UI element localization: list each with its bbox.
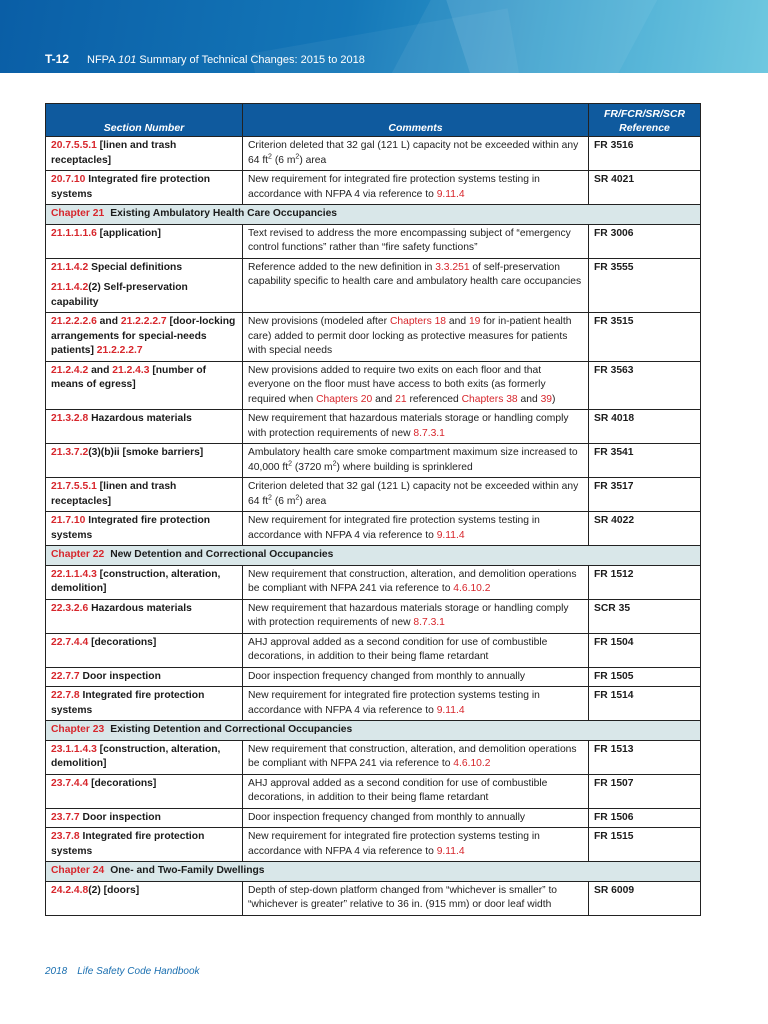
section-number-cell <box>46 828 243 862</box>
comment-cell <box>243 774 589 808</box>
section-text: [door-locking arrangements for special-needs patients] <box>51 316 236 356</box>
reference-cell: SR 4022 <box>589 512 701 546</box>
section-reference-link[interactable]: 24.2.4.8 <box>51 884 89 896</box>
comment-text: Text revised to address the more encompassing subject of “emergency control functions” rather than “fire safety functions” <box>248 227 571 253</box>
comment-text: of self-preservation capability specific to health care and ambulatory health care occupancies <box>248 261 582 287</box>
section-number-cell <box>46 258 243 313</box>
comment-reference-link[interactable]: 4.6.10.2 <box>453 758 491 769</box>
table-row <box>46 881 701 915</box>
section-text: [number of means of egress] <box>51 364 207 390</box>
section-reference-link[interactable]: 22.1.1.4.3 <box>51 568 97 580</box>
section-number-cell <box>46 361 243 410</box>
section-entry <box>51 743 237 772</box>
section-text: Integrated fire protection systems <box>51 831 205 857</box>
comment-text: New requirement that hazardous materials storage or handling comply with protection requirements of new <box>248 602 569 628</box>
section-reference-link[interactable]: 21.7.5.5.1 <box>51 481 97 492</box>
section-reference-link[interactable]: 23.7.4.4 <box>51 777 89 789</box>
header-comments: Comments <box>243 104 589 137</box>
comment-reference-link[interactable]: 8.7.3.1 <box>413 427 445 439</box>
comment-cell <box>243 410 589 444</box>
reference-cell: FR 1507 <box>589 774 701 808</box>
section-entry <box>51 568 237 597</box>
section-entry <box>51 636 237 651</box>
comment-text: ) where building is sprinklered <box>336 461 473 473</box>
section-reference-link[interactable]: 21.2.2.2.6 <box>51 316 97 327</box>
comment-cell <box>243 361 589 410</box>
section-number-cell <box>46 171 243 205</box>
section-number-cell <box>46 633 243 667</box>
section-reference-link[interactable]: 21.3.2.8 <box>51 413 89 424</box>
section-reference-link[interactable]: 22.3.2.6 <box>51 602 89 614</box>
section-number-cell <box>46 740 243 774</box>
section-reference-link[interactable]: 21.2.4.3 <box>112 364 150 376</box>
section-text: Hazardous materials <box>88 602 192 614</box>
section-number-cell <box>46 444 243 478</box>
section-number-cell <box>46 667 243 687</box>
comment-text: New requirement that hazardous materials storage or handling comply with protection requirements of new <box>248 413 569 439</box>
chapter-number: Chapter 22 <box>51 549 105 560</box>
table-row <box>46 828 701 862</box>
section-text: (2) Self-preservation capability <box>51 282 188 308</box>
comment-text: (6 m <box>271 154 296 166</box>
table-body <box>46 137 701 916</box>
section-entry <box>51 514 237 543</box>
comment-cell <box>243 740 589 774</box>
comment-cell <box>243 137 589 171</box>
comment-text: 2 <box>295 153 300 161</box>
chapter-number: Chapter 21 <box>51 208 105 219</box>
section-number-cell <box>46 774 243 808</box>
section-reference-link[interactable]: 21.7.10 <box>51 515 86 526</box>
comment-text: Criterion deleted that 32 gal (121 L) capacity not be exceeded within any 64 ft <box>248 481 579 507</box>
comment-text: New requirement that construction, alteration, and demolition operations be compliant with NFPA 241 via reference to <box>248 568 577 594</box>
table-row <box>46 808 701 828</box>
comment-reference-link[interactable]: 21 <box>395 393 407 405</box>
comment-text: 2 <box>288 460 292 468</box>
comment-text: and <box>446 316 469 327</box>
section-text: [construction, alteration, demolition] <box>51 743 221 769</box>
chapter-title: New Detention and Correctional Occupancies <box>110 549 334 560</box>
comment-text: referenced <box>406 393 462 405</box>
section-number-cell <box>46 808 243 828</box>
section-reference-link[interactable]: 23.7.7 <box>51 811 80 823</box>
reference-cell: FR 3006 <box>589 224 701 258</box>
reference-cell: FR 1514 <box>589 687 701 721</box>
comment-cell <box>243 258 589 313</box>
comment-text: (3720 m <box>291 461 333 473</box>
table-row <box>46 313 701 362</box>
section-entry <box>51 830 237 859</box>
running-title-prefix: NFPA <box>87 54 118 66</box>
comment-text: 2 <box>268 153 272 161</box>
table-row <box>46 410 701 444</box>
technical-changes-table <box>45 103 701 916</box>
comment-cell <box>243 512 589 546</box>
section-text: Hazardous materials <box>88 413 192 424</box>
reference-cell: FR 1504 <box>589 633 701 667</box>
section-reference-link[interactable]: 23.1.1.4.3 <box>51 743 97 755</box>
section-reference-link[interactable]: 21.1.4.2 <box>51 282 89 293</box>
header-reference-line1: FR/FCR/SR/SCR <box>603 108 686 120</box>
page-footer <box>45 966 200 977</box>
comment-reference-link[interactable]: 3.3.251 <box>435 261 470 273</box>
footer-book-title: Life Safety Code Handbook <box>77 966 200 977</box>
table-header-row <box>46 104 701 137</box>
section-text: Integrated fire protection systems <box>51 174 211 200</box>
comment-reference-link[interactable]: 9.11.4 <box>436 529 465 541</box>
section-reference-link[interactable]: 21.2.2.2.7 <box>120 316 167 327</box>
comment-text: 2 <box>332 460 337 468</box>
section-entry <box>51 173 237 202</box>
chapter-heading <box>46 205 701 225</box>
chapter-title: One- and Two-Family Dwellings <box>110 865 265 876</box>
comment-reference-link[interactable]: 19 <box>468 316 481 327</box>
section-reference-link[interactable]: 20.7.5.5.1 <box>51 140 97 151</box>
comment-reference-link[interactable]: Chapters 38 <box>461 393 518 405</box>
running-title-suffix: Summary of Technical Changes: 2015 to 2018 <box>136 54 365 66</box>
comment-text: Door inspection frequency changed from monthly to annually <box>248 670 526 682</box>
comment-cell <box>243 478 589 512</box>
section-reference-link[interactable]: 21.3.7.2 <box>51 447 89 458</box>
comment-cell <box>243 224 589 258</box>
section-entry <box>51 670 237 685</box>
section-number-cell <box>46 512 243 546</box>
section-reference-link[interactable]: 22.7.8 <box>51 690 80 701</box>
table-row <box>46 687 701 721</box>
header-reference <box>589 104 701 137</box>
section-entry <box>51 446 237 461</box>
comment-text: New provisions added to require two exits on each floor and that everyone on the floor must have access to both exits (as formerly required when <box>248 364 546 405</box>
section-text: (3)(b)ii [smoke barriers] <box>88 447 204 458</box>
reference-cell: FR 3555 <box>589 258 701 313</box>
section-entry <box>51 364 237 393</box>
comment-text: for in-patient health care) added to permit door locking as protective measures for patients with special needs <box>248 316 572 356</box>
running-header <box>45 52 365 66</box>
section-reference-link[interactable]: 21.1.1.1.6 <box>51 227 97 239</box>
comment-text: New requirement for integrated fire protection systems testing in accordance with NFPA 4 via reference to <box>248 690 540 716</box>
comment-text: (6 m <box>271 495 296 507</box>
section-entry <box>51 811 237 826</box>
reference-cell: FR 1515 <box>589 828 701 862</box>
table-row <box>46 137 701 171</box>
reference-cell: FR 3563 <box>589 361 701 410</box>
reference-cell: SR 6009 <box>589 881 701 915</box>
chapter-heading <box>46 862 701 882</box>
comment-text: 2 <box>295 494 300 502</box>
section-text: [linen and trash receptacles] <box>51 140 177 166</box>
chapter-title: Existing Ambulatory Health Care Occupancies <box>110 208 338 219</box>
footer-year: 2018 <box>45 966 68 977</box>
comment-text: AHJ approval added as a second condition for use of combustible decorations, in addition to their being flame retardant <box>248 777 548 803</box>
section-text: Integrated fire protection systems <box>51 515 211 541</box>
table-row <box>46 258 701 313</box>
comment-text: and <box>372 393 396 405</box>
section-text: [decorations] <box>88 636 157 648</box>
section-reference-link[interactable]: 21.1.4.2 <box>51 261 89 273</box>
comment-text: and <box>517 393 541 405</box>
comment-reference-link[interactable]: Chapters 20 <box>316 393 373 405</box>
section-entry <box>51 315 237 359</box>
chapter-heading-row <box>46 546 701 566</box>
section-number-cell <box>46 599 243 633</box>
reference-cell: SCR 35 <box>589 599 701 633</box>
comment-cell <box>243 687 589 721</box>
section-text: and <box>88 364 113 376</box>
reference-cell: FR 1512 <box>589 565 701 599</box>
reference-cell: FR 1513 <box>589 740 701 774</box>
comment-reference-link[interactable]: 4.6.10.2 <box>453 583 491 594</box>
comment-cell <box>243 881 589 915</box>
section-number-cell <box>46 224 243 258</box>
table-row <box>46 171 701 205</box>
comment-text: Ambulatory health care smoke compartment maximum size increased to 40,000 ft <box>248 447 578 473</box>
section-text: Special definitions <box>88 261 183 273</box>
page-number: T-12 <box>45 52 70 66</box>
table-row <box>46 478 701 512</box>
comment-text: Door inspection frequency changed from monthly to annually <box>248 811 526 823</box>
comment-text: Criterion deleted that 32 gal (121 L) capacity not be exceeded within any 64 ft <box>248 140 579 166</box>
table-row <box>46 633 701 667</box>
table-row <box>46 667 701 687</box>
table-row <box>46 512 701 546</box>
comment-text: Reference added to the new definition in <box>248 261 436 273</box>
section-entry <box>51 884 237 899</box>
reference-cell: SR 4021 <box>589 171 701 205</box>
comment-cell <box>243 599 589 633</box>
section-text: [decorations] <box>88 777 157 789</box>
comment-cell <box>243 633 589 667</box>
reference-cell: FR 3517 <box>589 478 701 512</box>
comment-reference-link[interactable]: 8.7.3.1 <box>413 617 445 628</box>
comment-text: Depth of step-down platform changed from “whichever is smaller” to “whichever is greater” relative to 36 in. (915 mm) or door leaf width <box>248 884 558 910</box>
table-row <box>46 361 701 410</box>
comment-reference-link[interactable]: 9.11.4 <box>436 188 465 200</box>
comment-cell <box>243 313 589 362</box>
comment-cell <box>243 171 589 205</box>
comment-text: New requirement that construction, alteration, and demolition operations be compliant with NFPA 241 via reference to <box>248 743 577 769</box>
section-reference-link[interactable]: 21.2.2.2.7 <box>96 345 143 356</box>
section-text: (2) [doors] <box>88 884 140 896</box>
reference-cell: FR 1505 <box>589 667 701 687</box>
header-reference-line2: Reference <box>619 122 670 134</box>
section-text: Integrated fire protection systems <box>51 690 205 716</box>
section-text: and <box>96 316 121 327</box>
section-entry <box>51 227 237 242</box>
section-entry <box>51 139 237 168</box>
comment-reference-link[interactable]: 39 <box>540 393 553 405</box>
reference-cell: FR 1506 <box>589 808 701 828</box>
comment-reference-link[interactable]: 9.11.4 <box>436 845 465 857</box>
section-text: Door inspection <box>79 670 161 682</box>
section-number-cell <box>46 478 243 512</box>
section-entry <box>51 777 237 792</box>
comment-text: New requirement for integrated fire protection systems testing in accordance with NFPA 4 via reference to <box>248 174 540 200</box>
section-text: [construction, alteration, demolition] <box>51 568 221 594</box>
section-number-cell <box>46 410 243 444</box>
table-row <box>46 774 701 808</box>
running-title <box>87 54 365 66</box>
comment-cell <box>243 828 589 862</box>
table-row <box>46 740 701 774</box>
table-row <box>46 599 701 633</box>
chapter-number: Chapter 24 <box>51 865 105 876</box>
section-reference-link[interactable]: 21.2.4.2 <box>51 364 89 376</box>
section-text: [linen and trash receptacles] <box>51 481 177 507</box>
comment-text: New requirement for integrated fire protection systems testing in accordance with NFPA 4 via reference to <box>248 831 540 857</box>
section-text: Door inspection <box>79 811 161 823</box>
comment-text: ) area <box>299 495 327 507</box>
section-number-cell <box>46 881 243 915</box>
reference-cell: FR 3541 <box>589 444 701 478</box>
reference-cell: SR 4018 <box>589 410 701 444</box>
comment-reference-link[interactable]: 9.11.4 <box>436 704 465 716</box>
section-entry <box>51 412 237 427</box>
chapter-heading <box>46 546 701 566</box>
chapter-heading <box>46 721 701 741</box>
comment-text: New provisions (modeled after <box>248 316 390 327</box>
section-number-cell <box>46 565 243 599</box>
comment-text: ) area <box>299 154 327 166</box>
section-reference-link[interactable]: 22.7.7 <box>51 670 80 682</box>
section-reference-link[interactable]: 23.7.8 <box>51 831 80 842</box>
reference-cell: FR 3515 <box>589 313 701 362</box>
comment-cell <box>243 444 589 478</box>
chapter-number: Chapter 23 <box>51 724 105 735</box>
section-reference-link[interactable]: 22.7.4.4 <box>51 636 89 648</box>
header-section-number: Section Number <box>46 104 243 137</box>
section-entry <box>51 281 237 310</box>
section-entry <box>51 689 237 718</box>
comment-text: 2 <box>268 494 272 502</box>
comment-cell <box>243 667 589 687</box>
chapter-heading-row <box>46 205 701 225</box>
comment-cell <box>243 565 589 599</box>
reference-cell: FR 3516 <box>589 137 701 171</box>
comment-text: New requirement for integrated fire protection systems testing in accordance with NFPA 4 via reference to <box>248 515 540 541</box>
chapter-title: Existing Detention and Correctional Occupancies <box>110 724 353 735</box>
section-number-cell <box>46 313 243 362</box>
comment-cell <box>243 808 589 828</box>
section-entry <box>51 480 237 509</box>
comment-text: ) <box>552 393 556 405</box>
section-number-cell <box>46 137 243 171</box>
section-entry <box>51 261 237 276</box>
section-text: [application] <box>96 227 161 239</box>
table-row <box>46 224 701 258</box>
page-header-banner <box>0 0 768 73</box>
section-reference-link[interactable]: 20.7.10 <box>51 174 86 185</box>
section-entry <box>51 602 237 617</box>
running-title-italic: 101 <box>118 54 137 66</box>
section-number-cell <box>46 687 243 721</box>
table-row <box>46 565 701 599</box>
chapter-heading-row <box>46 862 701 882</box>
comment-reference-link[interactable]: Chapters 18 <box>389 316 447 327</box>
chapter-heading-row <box>46 721 701 741</box>
comment-text: AHJ approval added as a second condition for use of combustible decorations, in addition to their being flame retardant <box>248 636 548 662</box>
table-row <box>46 444 701 478</box>
